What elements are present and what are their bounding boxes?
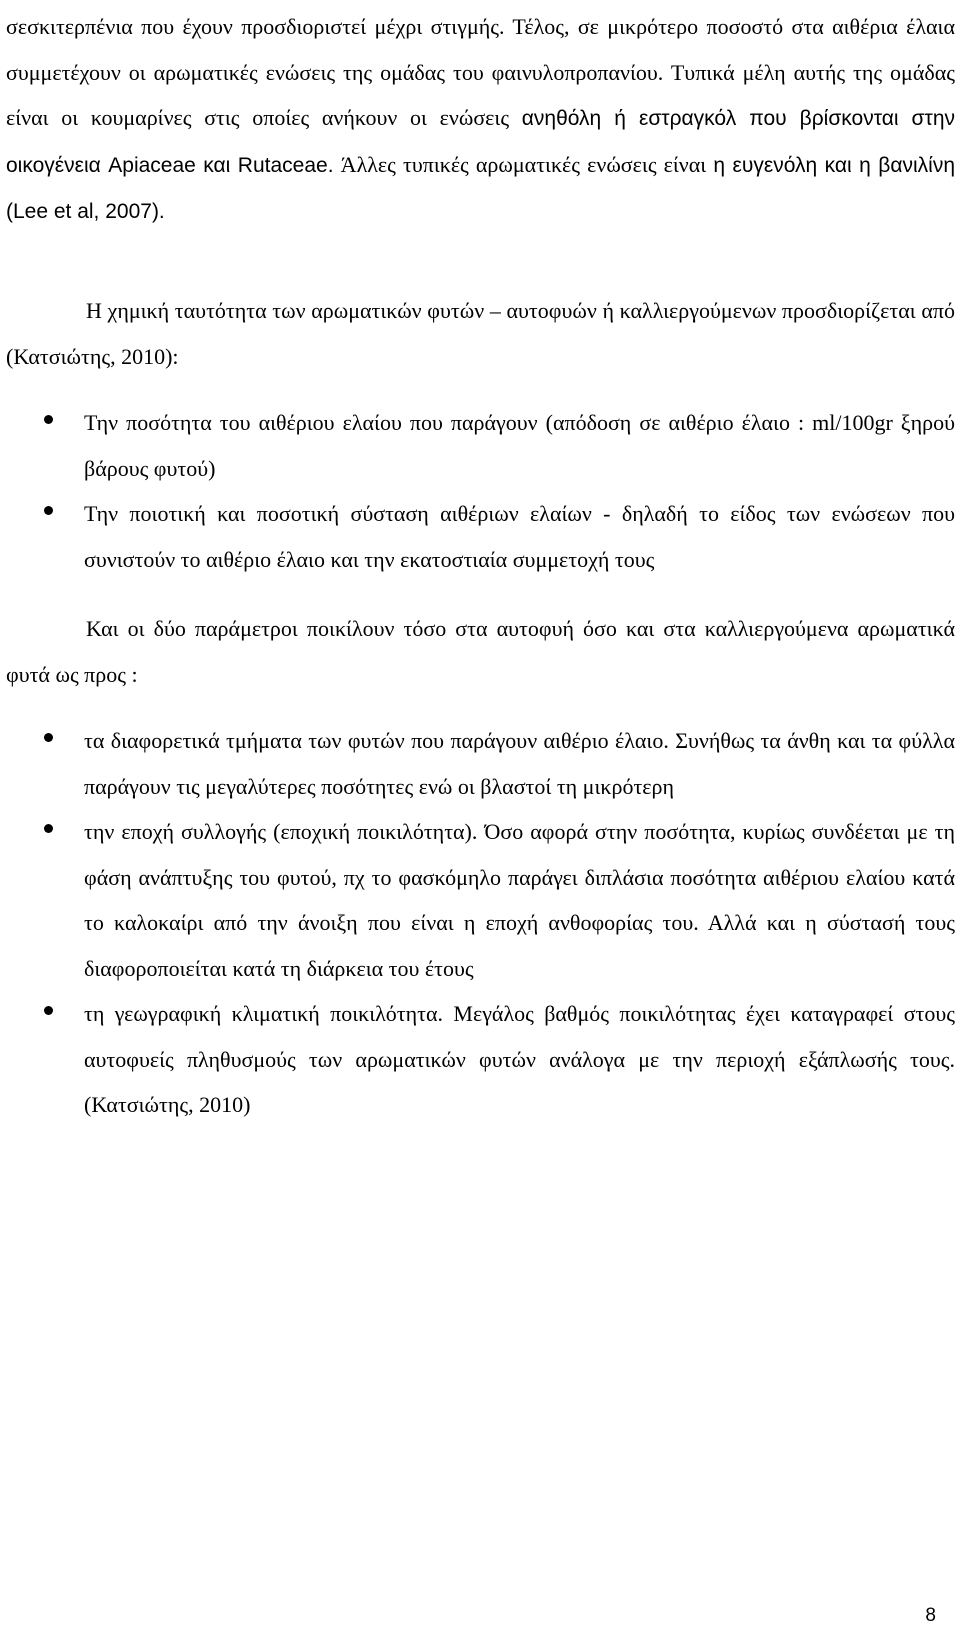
list-item-text: την εποχή συλλογής (εποχική ποικιλότητα). Όσο αφορά στην ποσότητα, κυρίως συνδέεται με τη φάση ανάπτυξης του φυτού, πχ το φασκόμηλο παράγει διπλάσια ποσότητα αιθέριου ελαίου κατά το καλοκαίρι από την άνοιξη που είναι η εποχή ανθοφορίας του. Αλλά και η σύστασή τους διαφοροποιείται κατά τη διάρκεια του έτους	[84, 819, 955, 981]
bullet-icon	[44, 733, 53, 742]
list-item	[0, 491, 955, 582]
bullet-icon	[44, 824, 53, 833]
bullet-icon	[44, 506, 53, 515]
paragraph-text-part4: η ευγενόλη και η βανιλίνη (Lee et al, 2007).	[6, 153, 956, 223]
page-number: 8	[925, 1605, 936, 1626]
list-variation-factors	[0, 718, 955, 1128]
list-item-text: τα διαφορετικά τμήματα των φυτών που παράγουν αιθέριο έλαιο. Συνήθως τα άνθη και τα φύλλα παράγουν τις μεγαλύτερες ποσότητες ενώ οι βλαστοί τη μικρότερη	[84, 728, 955, 799]
list-chemical-identity	[0, 400, 955, 582]
list-item	[0, 809, 955, 991]
list-item	[0, 991, 955, 1128]
paragraph-text-part1: σεσκιτερπένια που έχουν προσδιοριστεί μέχρι στιγμής. Τέλος, σε μικρότερο ποσοστό στα αιθέρια έλαια συμμετέχουν οι αρωματικές ενώσεις της ομάδας του φαινυλοπροπανίου. Τυπικά μέλη αυτής της ομάδας είναι οι κουμαρίνες στις οποίες ανήκουν οι ενώσεις	[6, 14, 955, 130]
list-item	[0, 718, 955, 809]
list-item-text: Την ποιοτική και ποσοτική σύσταση αιθέριων ελαίων - δηλαδή το είδος των ενώσεων που συνιστούν το αιθέριο έλαιο και την εκατοστιαία συμμετοχή τους	[84, 501, 955, 572]
list-item	[0, 400, 955, 491]
paragraph-text-part3: Άλλες τυπικές αρωματικές ενώσεις είναι	[333, 151, 714, 177]
list-item-text: τη γεωγραφική κλιματική ποικιλότητα. Μεγάλος βαθμός ποικιλότητας έχει καταγραφεί στους αυτοφυείς πληθυσμούς των αρωματικών φυτών ανάλογα με την περιοχή εξάπλωσής τους. (Κατσιώτης, 2010)	[84, 1001, 955, 1117]
bullet-icon	[44, 1006, 53, 1015]
list-item-text: Την ποσότητα του αιθέριου ελαίου που παράγουν (απόδοση σε αιθέριο έλαιο : ml/100gr ξηρού βάρους φυτού)	[84, 410, 955, 481]
paragraph-text-part2: ανηθόλη ή εστραγκόλ που βρίσκονται στην οικογένεια Apiaceae και Rutaceae.	[6, 107, 955, 177]
paragraph-aromatic-compounds	[6, 4, 955, 235]
paragraph-parameters-vary: Και οι δύο παράμετροι ποικίλουν τόσο στα αυτοφυή όσο και στα καλλιεργούμενα αρωματικά φυτά ως προς :	[6, 616, 955, 687]
bullet-icon	[44, 415, 53, 424]
paragraph-chemical-identity: Η χημική ταυτότητα των αρωματικών φυτών – αυτοφυών ή καλλιεργούμενων προσδιορίζεται από (Κατσιώτης, 2010):	[6, 298, 955, 369]
